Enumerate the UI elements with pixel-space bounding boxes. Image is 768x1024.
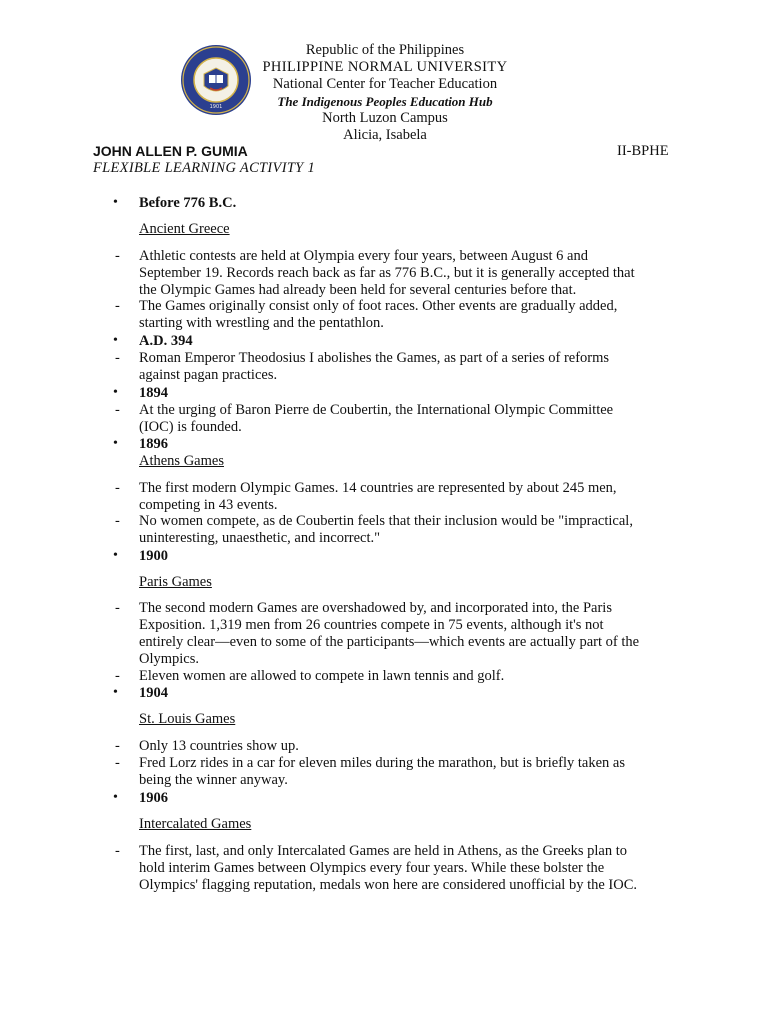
dash-marker: - — [115, 248, 120, 264]
dash-marker: - — [115, 668, 120, 684]
paragraph-line: Only 13 countries show up. — [139, 738, 299, 754]
timeline-year: 1896 — [139, 436, 168, 452]
paragraph-line: starting with wrestling and the pentathlon. — [139, 315, 384, 331]
bullet-icon: • — [113, 790, 118, 805]
timeline-heading: Intercalated Games — [139, 816, 252, 832]
letterhead — [200, 42, 570, 144]
paragraph-line: entirely clear—even to some of the participants—which events are actually part of the — [139, 634, 640, 650]
paragraph-line: The second modern Games are overshadowed by, and incorporated into, the Paris — [139, 600, 612, 616]
dash-marker: - — [115, 350, 120, 366]
paragraph-line: Roman Emperor Theodosius I abolishes the Games, as part of a series of reforms — [139, 350, 610, 366]
dash-marker: - — [115, 600, 120, 616]
dash-marker: - — [115, 298, 120, 314]
dash-marker: - — [115, 755, 120, 771]
paragraph-line: No women compete, as de Coubertin feels that their inclusion would be "impractical, — [139, 513, 633, 529]
paragraph-line: The first modern Olympic Games. 14 countries are represented by about 245 men, — [139, 480, 617, 496]
timeline-heading: St. Louis Games — [139, 711, 236, 727]
timeline-year: 1904 — [139, 685, 168, 701]
paragraph-line: hold interim Games between Olympics every four years. While these bolster the — [139, 860, 605, 876]
timeline-year: 1906 — [139, 790, 168, 806]
dash-marker: - — [115, 402, 120, 418]
bullet-icon: • — [113, 333, 118, 348]
letterhead-location: Alicia, Isabela — [343, 127, 427, 143]
paragraph-line: the Olympic Games had already been held for several centuries before that. — [139, 282, 577, 298]
section-code: II-BPHE — [617, 143, 669, 159]
bullet-icon: • — [113, 195, 118, 210]
paragraph-line: Olympics' flagging reputation, medals won here are considered unofficial by the IOC. — [139, 877, 638, 893]
timeline-heading: Ancient Greece — [139, 221, 230, 237]
svg-text:1901: 1901 — [209, 104, 223, 110]
student-name: JOHN ALLEN P. GUMIA — [93, 143, 248, 159]
paragraph-line: Athletic contests are held at Olympia every four years, between August 6 and — [139, 248, 588, 264]
activity-title: FLEXIBLE LEARNING ACTIVITY 1 — [93, 160, 316, 176]
timeline-year: 1894 — [139, 385, 168, 401]
dash-marker: - — [115, 843, 120, 859]
letterhead-center: National Center for Teacher Education — [272, 76, 498, 92]
bullet-icon: • — [113, 436, 118, 451]
bullet-icon: • — [113, 385, 118, 400]
paragraph-line: The Games originally consist only of foot races. Other events are gradually added, — [139, 298, 618, 314]
bullet-icon: • — [113, 548, 118, 563]
timeline-heading: Paris Games — [139, 574, 212, 590]
dash-marker: - — [115, 738, 120, 754]
bullet-icon: • — [113, 685, 118, 700]
paragraph-line: Olympics. — [139, 651, 200, 667]
paragraph-line: (IOC) is founded. — [139, 419, 242, 435]
timeline-year: A.D. 394 — [139, 333, 193, 349]
paragraph-line: Exposition. 1,319 men from 26 countries compete in 75 events, although it's not — [139, 617, 604, 633]
paragraph-line: Eleven women are allowed to compete in lawn tennis and golf. — [139, 668, 505, 684]
paragraph-line: uninteresting, unaesthetic, and incorrect." — [139, 530, 381, 546]
paragraph-line: against pagan practices. — [139, 367, 278, 383]
paragraph-line: being the winner anyway. — [139, 772, 288, 788]
dash-marker: - — [115, 480, 120, 496]
dash-marker: - — [115, 513, 120, 529]
paragraph-line: At the urging of Baron Pierre de Coubertin, the International Olympic Committee — [139, 402, 614, 418]
paragraph-line: competing in 43 events. — [139, 497, 278, 513]
letterhead-hub: The Indigenous Peoples Education Hub — [277, 94, 493, 109]
letterhead-university: PHILIPPINE NORMAL UNIVERSITY — [262, 59, 508, 75]
paragraph-line: The first, last, and only Intercalated Games are held in Athens, as the Greeks plan to — [139, 843, 628, 859]
timeline-heading: Athens Games — [139, 453, 224, 469]
letterhead-republic: Republic of the Philippines — [305, 42, 465, 58]
paragraph-line: Fred Lorz rides in a car for eleven miles during the marathon, but is briefly taken as — [139, 755, 625, 771]
letterhead-campus: North Luzon Campus — [322, 110, 448, 126]
paragraph-line: September 19. Records reach back as far as 776 B.C., but it is generally accepted that — [139, 265, 635, 281]
timeline-year: 1900 — [139, 548, 168, 564]
timeline-year: Before 776 B.C. — [139, 195, 237, 211]
